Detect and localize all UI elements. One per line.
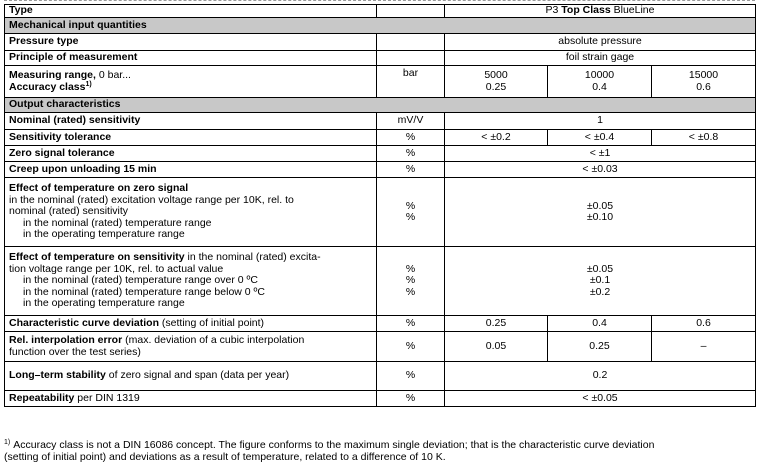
sensitivity-tolerance-unit: % — [377, 130, 445, 146]
repeatability-label: Repeatability per DIN 1319 — [5, 391, 377, 407]
repeatability-unit: % — [377, 391, 445, 407]
product-name: P3 Top Class BlueLine — [445, 5, 756, 18]
temp-zero-row — [5, 178, 756, 247]
repeatability-value: < ±0.05 — [445, 391, 756, 407]
nominal-sensitivity-label: Nominal (rated) sensitivity — [5, 113, 377, 130]
creep-label: Creep upon unloading 15 min — [5, 162, 377, 178]
char-curve-value: 0.25 — [445, 316, 548, 332]
measuring-accuracy-row — [5, 66, 756, 98]
nominal-sensitivity-value: 1 — [445, 113, 756, 130]
principle-value: foil strain gage — [445, 51, 756, 66]
nominal-sensitivity-row — [5, 113, 756, 130]
section-output — [5, 98, 756, 113]
footnote-line-2: (setting of initial point) and deviations as a result of temperature, related to a difference of 10 K. — [4, 451, 446, 463]
pressure-type-label: Pressure type — [5, 34, 377, 51]
pressure-type-row — [5, 34, 756, 51]
sensitivity-tolerance-value: < ±0.2 — [445, 130, 548, 146]
measuring-accuracy-labels: Measuring range, 0 bar... Accuracy class$^{1)}$ — [5, 66, 377, 98]
zero-tolerance-row — [5, 146, 756, 162]
pressure-type-value: absolute pressure — [445, 34, 756, 51]
interp-error-unit: % — [377, 332, 445, 362]
longterm-row — [5, 362, 756, 391]
char-curve-unit: % — [377, 316, 445, 332]
sensitivity-tolerance-row — [5, 130, 756, 146]
temp-zero-units: % % — [377, 178, 445, 247]
interp-error-value: – — [652, 332, 756, 362]
zero-tolerance-unit: % — [377, 146, 445, 162]
accuracy-value: 0.6 — [696, 80, 711, 93]
type-row — [5, 5, 756, 18]
spec-table — [4, 4, 756, 407]
longterm-value: 0.2 — [445, 362, 756, 391]
type-label: Type — [5, 5, 377, 18]
measuring-range-unit: bar — [377, 66, 445, 98]
creep-unit: % — [377, 162, 445, 178]
footnote-ref: 1) — [85, 80, 92, 88]
accuracy-value: 0.25 — [485, 80, 507, 93]
temp-zero-title: Effect of temperature on zero signal — [9, 182, 189, 195]
zero-tolerance-label: Zero signal tolerance — [5, 146, 377, 162]
longterm-unit: % — [377, 362, 445, 391]
temp-zero-description: Effect of temperature on zero signal in the nominal (rated) excitation voltage range per 10K, rel. to nominal (rated) sensitivity in the nominal (rated) temperature range in the operating temperature range — [5, 178, 377, 247]
accuracy-value: 0.4 — [592, 80, 607, 93]
interp-error-value: 0.05 — [445, 332, 548, 362]
sensitivity-tolerance-value: < ±0.4 — [548, 130, 652, 146]
char-curve-value: 0.4 — [548, 316, 652, 332]
creep-row — [5, 162, 756, 178]
nominal-sensitivity-unit: mV/V — [377, 113, 445, 130]
interp-error-label: Rel. interpolation error (max. deviation of a cubic interpolation function over the test series) — [5, 332, 377, 362]
section-mechanical — [5, 18, 756, 34]
sensitivity-tolerance-value: < ±0.8 — [652, 130, 756, 146]
temp-sensitivity-description: Effect of temperature on sensitivity in the nominal (rated) excita- tion voltage range per 10K, rel. to actual value in the nominal (rated) temperature range over 0 ºC in the nominal (rated) temperature range below 0 ºC in the operating temperature range — [5, 247, 377, 316]
sensitivity-tolerance-label: Sensitivity tolerance — [5, 130, 377, 146]
range-value: 10000 — [584, 69, 615, 81]
temp-zero-values: ±0.05 ±0.10 — [445, 178, 756, 247]
char-curve-value: 0.6 — [652, 316, 756, 332]
temp-sensitivity-row — [5, 247, 756, 316]
accuracy-class-label: Accuracy class — [9, 80, 86, 93]
char-curve-row — [5, 316, 756, 332]
interp-error-value: 0.25 — [548, 332, 652, 362]
section-title-output: Output characteristics — [5, 98, 756, 113]
top-divider — [4, 0, 755, 2]
range-value: 15000 — [688, 69, 719, 81]
range-value: 5000 — [484, 69, 508, 81]
principle-label: Principle of measurement — [5, 51, 377, 66]
footnote-mark: 1) — [4, 439, 11, 446]
footnote-line-1: Accuracy class is not a DIN 16086 concept. The figure conforms to the maximum single deviation; that is the characteristic curve deviation — [13, 439, 655, 451]
temp-sensitivity-values: ±0.05 ±0.1 ±0.2 — [445, 247, 756, 316]
principle-row — [5, 51, 756, 66]
repeatability-row — [5, 391, 756, 407]
longterm-label: Long–term stability of zero signal and span (data per year) — [5, 362, 377, 391]
measuring-range-label: Measuring range, — [9, 69, 96, 81]
temp-sensitivity-title: Effect of temperature on sensitivity — [9, 251, 185, 264]
zero-tolerance-value: < ±1 — [445, 146, 756, 162]
interp-error-row — [5, 332, 756, 362]
char-curve-label: Characteristic curve deviation (setting of initial point) — [5, 316, 377, 332]
footnote — [4, 437, 755, 463]
creep-value: < ±0.03 — [445, 162, 756, 178]
temp-sensitivity-units: % % % — [377, 247, 445, 316]
section-title-mechanical: Mechanical input quantities — [5, 18, 756, 34]
